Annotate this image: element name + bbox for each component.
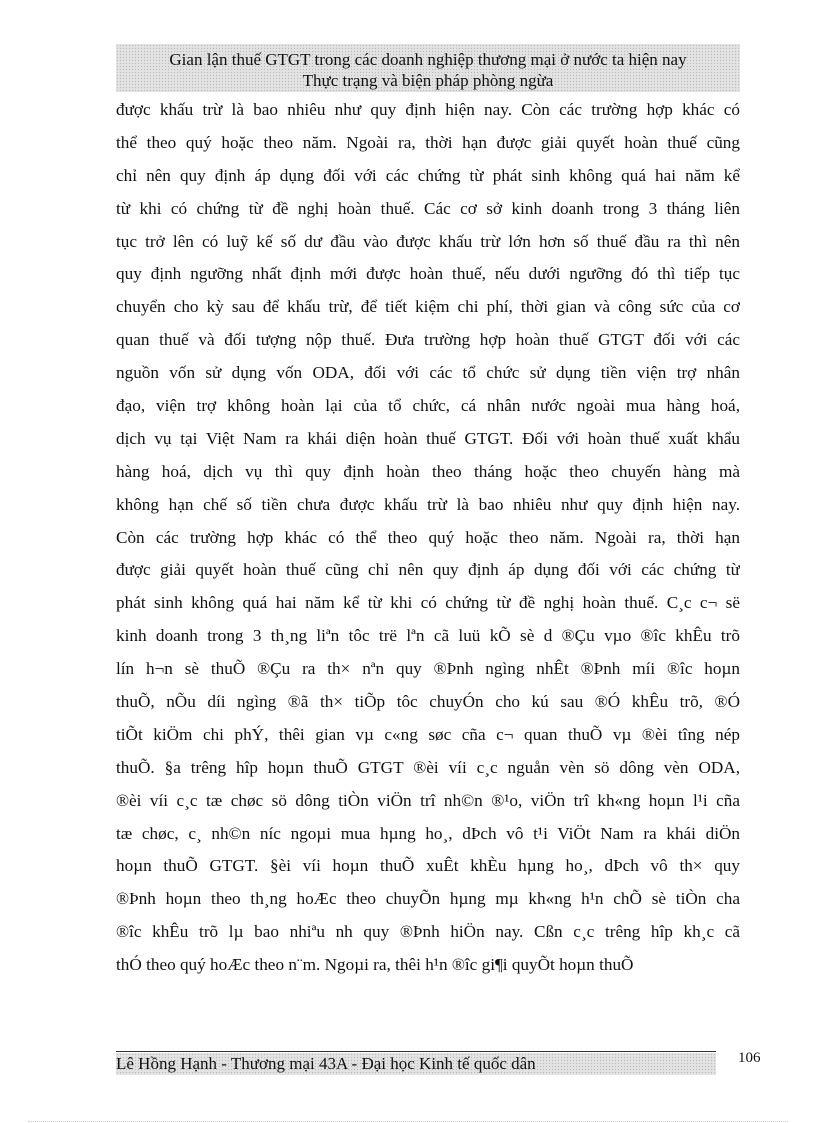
body-line: hoµn thuÕ GTGT. §èi víi hoµn thuÕ xuÊt khÈu hµng ho¸, dÞch vô th× quy xyxy=(116,856,740,876)
header-title-line-1: Gian lận thuế GTGT trong các doanh nghiệp thương mại ở nước ta hiện nay xyxy=(169,50,687,69)
body-line: hàng hoá, dịch vụ thì quy định hoàn theo tháng hoặc theo chuyến hàng mà xyxy=(116,461,740,481)
body-line: tæ chøc, c¸ nh©n níc ngoµi mua hµng ho¸, dÞch vô t¹i ViÖt Nam ra khái diÖn xyxy=(116,823,740,843)
footer-author: Lê Hồng Hạnh - Thương mại 43A - Đại học Kinh tế quốc dân xyxy=(116,1053,716,1075)
body-line: lín h¬n sè thuÕ ®Çu ra th× nªn quy ®Þnh ngìng nhÊt ®Þnh míi ®îc hoµn xyxy=(116,659,740,679)
body-line: được giải quyết hoàn thuế cũng chỉ nên quy định áp dụng đối với các chứng từ xyxy=(116,560,740,580)
body-line: được khấu trừ là bao nhiêu như quy định hiện nay. Còn các trường hợp khác có xyxy=(116,100,740,119)
body-line: nguồn vốn sử dụng vốn ODA, đối với các tổ chức sử dụng tiền viện trợ nhân xyxy=(116,363,740,383)
body-line: thÓ theo quý hoÆc theo n¨m. Ngoµi ra, thêi h¹n ®îc gi¶i quyÕt hoµn thuÕ xyxy=(116,955,634,975)
running-header xyxy=(116,44,740,92)
body-line: quy định ngưỡng nhất định mới được hoàn thuế, nếu dưới ngưỡng đó thì tiếp tục xyxy=(116,264,740,284)
body-line: kinh doanh trong 3 th¸ng liªn tôc trë lªn cã luü kÕ sè d ®Çu vµo ®îc khÊu trõ xyxy=(116,626,740,646)
body-line: dịch vụ tại Việt Nam ra khái diện hoàn thuế GTGT. Đối với hoàn thuế xuất khẩu xyxy=(116,428,740,448)
page-edge-rule xyxy=(28,1121,788,1122)
body-line: chỉ nên quy định áp dụng đối với các chứng từ phát sinh không quá hai năm kể xyxy=(116,165,740,185)
body-line: tiÕt kiÖm chi phÝ, thêi gian vµ c«ng søc cña c¬ quan thuÕ vµ ®èi tîng nép xyxy=(116,724,740,744)
body-line: quan thuế và đối tượng nộp thuế. Đưa trường hợp hoàn thuế GTGT đối với các xyxy=(116,330,740,350)
body-line: chuyển cho kỳ sau để khấu trừ, để tiết kiệm chi phí, thời gian và công sức của cơ xyxy=(116,297,740,317)
body-text xyxy=(116,94,740,982)
body-line: ®îc khÊu trõ lµ bao nhiªu nh quy ®Þnh hiÖn nay. Cßn c¸c trêng hîp kh¸c cã xyxy=(116,922,740,942)
page-number: 106 xyxy=(738,1050,761,1066)
body-line: Còn các trường hợp khác có thể theo quý hoặc theo năm. Ngoài ra, thời hạn xyxy=(116,527,740,547)
body-line: từ khi có chứng từ đề nghị hoàn thuế. Các cơ sở kinh doanh trong 3 tháng liên xyxy=(116,198,740,218)
body-line: thuÕ. §a trêng hîp hoµn thuÕ GTGT ®èi víi c¸c nguån vèn sö dông vèn ODA, xyxy=(116,757,740,777)
header-title-line-2: Thực trạng và biện pháp phòng ngừa xyxy=(302,71,554,90)
body-line: phát sinh không quá hai năm kể từ khi có chứng từ đề nghị hoàn thuế. C¸c c¬ së xyxy=(116,593,740,613)
body-line: ®èi víi c¸c tæ chøc sö dông tiÒn viÖn trî nh©n ®¹o, viÖn trî kh«ng hoµn l¹i cña xyxy=(116,790,740,810)
body-line: không hạn chế số tiền chưa được khấu trừ là bao nhiêu như quy định hiện nay. xyxy=(116,494,740,514)
body-line: thể theo quý hoặc theo năm. Ngoài ra, thời hạn được giải quyết hoàn thuế cũng xyxy=(116,132,740,152)
footer-rule xyxy=(116,1051,716,1052)
body-line: tục trở lên có luỹ kế số dư đầu vào được khấu trừ lớn hơn số thuế đầu ra thì nên xyxy=(116,231,740,251)
body-line: thuÕ, nÕu díi ngìng ®ã th× tiÕp tôc chuyÓn cho kú sau ®Ó khÊu trõ, ®Ó xyxy=(116,692,740,712)
body-line: ®Þnh hoµn theo th¸ng hoÆc theo chuyÕn hµng mµ kh«ng h¹n chÕ sè tiÒn cha xyxy=(116,889,740,909)
body-line: đạo, viện trợ không hoàn lại của tổ chức, cá nhân nước ngoài mua hàng hoá, xyxy=(116,396,740,416)
